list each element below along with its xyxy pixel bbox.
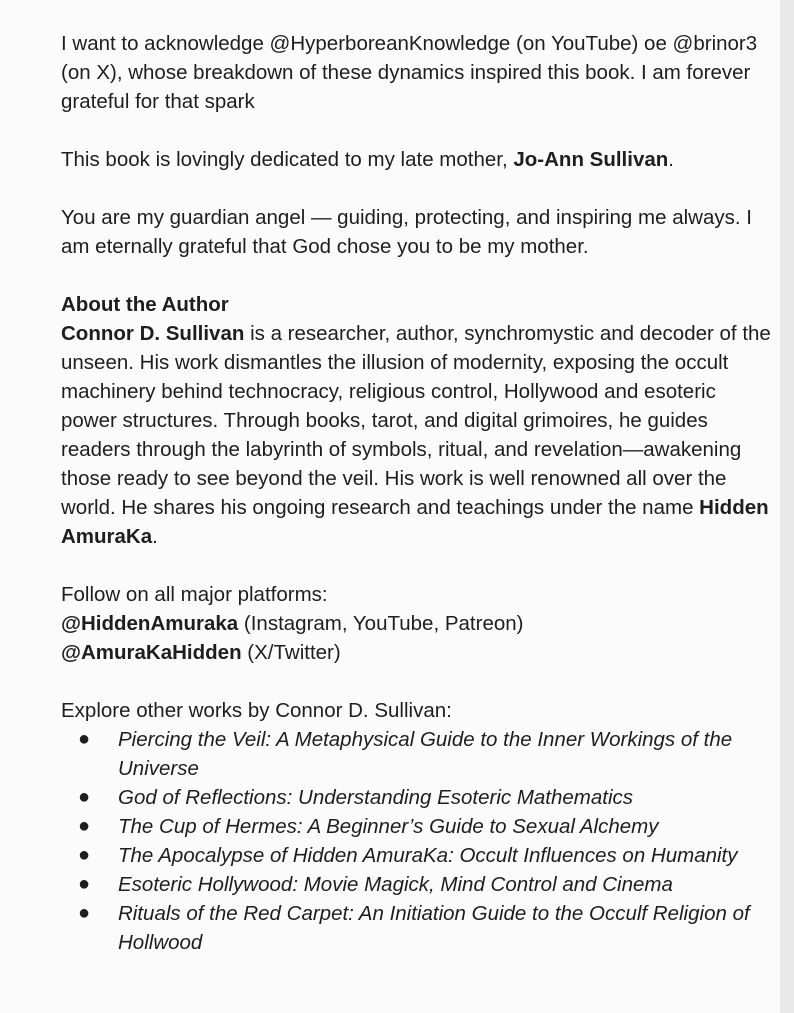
follow-section (61, 580, 771, 667)
works-list (61, 725, 771, 957)
about-author-section (61, 290, 771, 551)
list-item (61, 812, 778, 841)
social-platforms: (Instagram, YouTube, Patreon) (238, 612, 524, 635)
book-title: God of Reflections: Understanding Esoteric Mathematics (118, 786, 634, 809)
acknowledgement-paragraph: I want to acknowledge @HyperboreanKnowledge (on YouTube) oe @brinor3 (on X), whose breakdown of these dynamics inspired this book. I am forever grateful for that spark (61, 32, 758, 113)
bullet-icon: ● (78, 786, 91, 808)
book-title: Rituals of the Red Carpet: An Initiation Guide to the Occulf Religion of Hollwood (118, 902, 750, 954)
book-title: The Cup of Hermes: A Beginner’s Guide to Sexual Alchemy (118, 815, 659, 838)
bullet-icon: ● (78, 873, 91, 895)
bullet-icon: ● (78, 728, 91, 750)
author-alias: Hidden AmuraKa (61, 496, 769, 548)
author-bio (61, 319, 771, 551)
book-title: Esoteric Hollywood: Movie Magick, Mind Control and Cinema (118, 873, 673, 896)
list-item (61, 841, 778, 870)
about-heading: About the Author (61, 293, 229, 316)
author-bio-end: . (152, 525, 158, 548)
dedication-prefix: This book is lovingly dedicated to my late mother, (61, 148, 514, 171)
works-intro: Explore other works by Connor D. Sullivan: (61, 699, 452, 722)
book-title: Piercing the Veil: A Metaphysical Guide to the Inner Workings of the Universe (118, 728, 733, 780)
social-handle-row (61, 638, 771, 667)
dedication-name: Jo-Ann Sullivan (513, 148, 669, 171)
bullet-icon: ● (78, 844, 91, 866)
bullet-icon: ● (78, 902, 91, 924)
book-title: The Apocalypse of Hidden AmuraKa: Occult Influences on Humanity (118, 844, 738, 867)
dedication-message: You are my guardian angel — guiding, protecting, and inspiring me always. I am eternally grateful that God chose you to be my mother. (61, 206, 752, 258)
dedication-suffix: . (668, 148, 674, 171)
list-item (61, 870, 778, 899)
list-item (61, 725, 778, 783)
social-platforms: (X/Twitter) (241, 641, 341, 664)
list-item (61, 899, 778, 957)
social-handle: @HiddenAmuraka (61, 612, 239, 635)
author-bio-text: is a researcher, author, synchromystic and decoder of the unseen. His work dismantles the illusion of modernity, exposing the occult machinery behind technocracy, religious control, Hollywood and esoteric power structures. Through books, tarot, and digital grimoires, he guides readers through the labyrinth of symbols, ritual, and revelation—awakening those ready to see beyond the veil. His work is well renowned all over the world. He shares his ongoing research and teachings under the name (61, 322, 771, 519)
social-handle-row (61, 609, 771, 638)
dedication-paragraph (61, 145, 771, 174)
works-section (61, 696, 771, 957)
social-handle: @AmuraKaHidden (61, 641, 242, 664)
follow-intro: Follow on all major platforms: (61, 583, 328, 606)
bullet-icon: ● (78, 815, 91, 837)
list-item (61, 783, 778, 812)
author-name: Connor D. Sullivan (61, 322, 245, 345)
